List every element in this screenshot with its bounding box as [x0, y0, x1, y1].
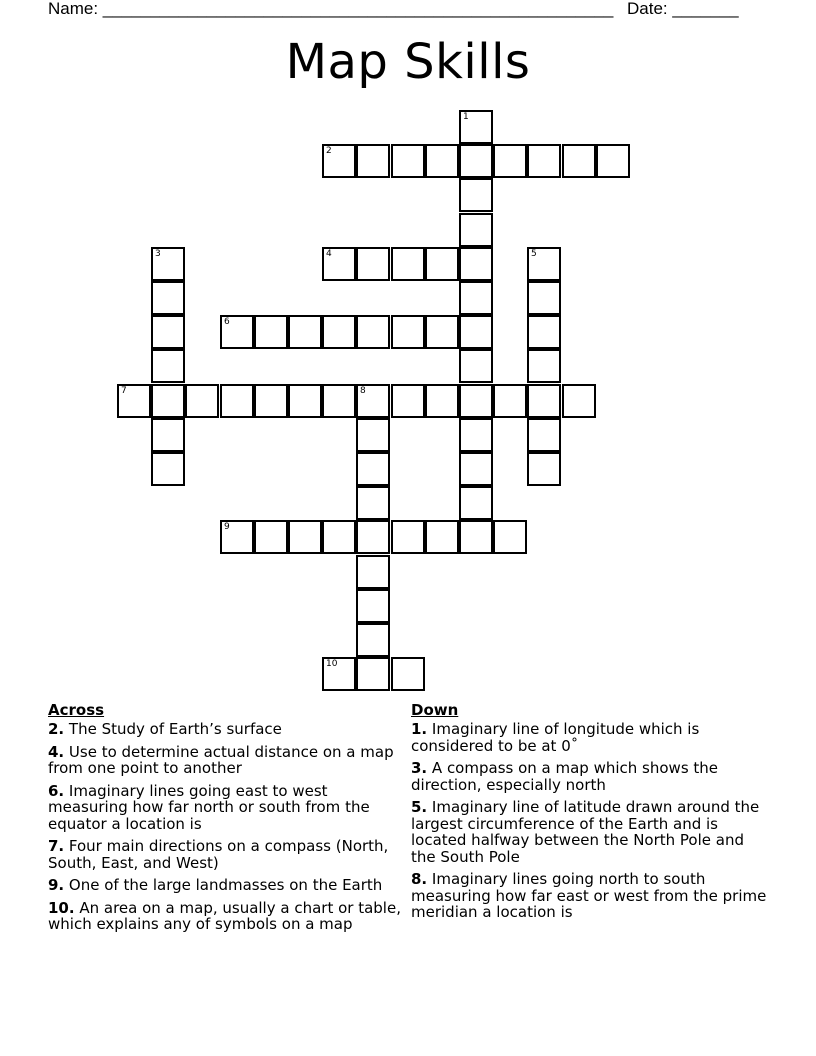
grid-cell[interactable]: [322, 384, 356, 418]
grid-cell[interactable]: [151, 384, 185, 418]
cell-number: 2: [326, 146, 332, 156]
clue-text: One of the large landmasses on the Earth: [64, 876, 383, 894]
page-title: Map Skills: [285, 34, 531, 90]
clue-number: 5.: [411, 798, 428, 816]
grid-cell[interactable]: [151, 247, 185, 281]
grid-cell[interactable]: [459, 384, 493, 418]
clue-text: Four main directions on a compass (North, South, East, and West): [48, 837, 389, 872]
grid-cell[interactable]: [356, 247, 390, 281]
grid-cell[interactable]: [493, 384, 527, 418]
grid-cell[interactable]: [459, 315, 493, 349]
grid-cell[interactable]: [391, 520, 425, 554]
grid-cell[interactable]: [356, 486, 390, 520]
cell-number: 9: [224, 522, 230, 532]
grid-cell[interactable]: [459, 520, 493, 554]
grid-cell[interactable]: [220, 384, 254, 418]
grid-cell[interactable]: [459, 110, 493, 144]
grid-cell[interactable]: [151, 281, 185, 315]
grid-cell[interactable]: [356, 589, 390, 623]
grid-cell[interactable]: [288, 315, 322, 349]
grid-cell[interactable]: [459, 349, 493, 383]
grid-cell[interactable]: [425, 384, 459, 418]
grid-cell[interactable]: [220, 520, 254, 554]
grid-cell[interactable]: [459, 281, 493, 315]
down-heading: Down: [411, 701, 459, 719]
grid-cell[interactable]: [425, 520, 459, 554]
grid-cell[interactable]: [288, 520, 322, 554]
grid-cell[interactable]: [356, 555, 390, 589]
grid-cell[interactable]: [391, 315, 425, 349]
grid-cell[interactable]: [596, 144, 630, 178]
clue-number: 3.: [411, 759, 428, 777]
down-clue: [411, 760, 771, 793]
grid-cell[interactable]: [322, 520, 356, 554]
clue-text: The Study of Earth’s surface: [64, 720, 282, 738]
down-clues: [411, 700, 771, 927]
grid-cell[interactable]: [151, 315, 185, 349]
grid-cell[interactable]: [527, 247, 561, 281]
grid-cell[interactable]: [356, 520, 390, 554]
date-line[interactable]: Date: _______: [627, 0, 739, 18]
grid-cell[interactable]: [151, 349, 185, 383]
clue-text: Imaginary lines going north to south measuring how far east or west from the prime meridian a location is: [411, 870, 767, 921]
grid-cell[interactable]: [185, 384, 219, 418]
cell-number: 5: [531, 249, 537, 259]
clue-text: Imaginary line of longitude which is considered to be at 0˚: [411, 720, 700, 755]
grid-cell[interactable]: [493, 520, 527, 554]
grid-cell[interactable]: [254, 315, 288, 349]
grid-cell[interactable]: [493, 144, 527, 178]
cell-number: 10: [326, 659, 338, 669]
across-clues: [48, 700, 408, 939]
grid-cell[interactable]: [356, 452, 390, 486]
grid-cell[interactable]: [425, 315, 459, 349]
grid-cell[interactable]: [391, 657, 425, 691]
clue-number: 9.: [48, 876, 65, 894]
across-clue: [48, 900, 408, 933]
clue-text: Use to determine actual distance on a map from one point to another: [48, 742, 394, 777]
across-clue: [48, 877, 408, 894]
clue-number: 10.: [48, 898, 75, 917]
grid-cell[interactable]: [356, 418, 390, 452]
clue-text: Imaginary lines going east to west measuring how far north or south from the equator a location is: [48, 781, 370, 833]
grid-cell[interactable]: [322, 144, 356, 178]
grid-cell[interactable]: [459, 144, 493, 178]
grid-cell[interactable]: [527, 418, 561, 452]
clue-number: 8.: [411, 870, 428, 888]
clue-number: 7.: [48, 837, 65, 855]
grid-cell[interactable]: [356, 657, 390, 691]
cell-number: 6: [224, 317, 230, 327]
grid-cell[interactable]: [254, 384, 288, 418]
grid-cell[interactable]: [117, 384, 151, 418]
grid-cell[interactable]: [391, 144, 425, 178]
grid-cell[interactable]: [356, 144, 390, 178]
clue-text: Imaginary line of latitude drawn around the largest circumference of the Earth and is located halfway between the North Pole and the South Pole: [411, 798, 760, 866]
grid-cell[interactable]: [459, 213, 493, 247]
grid-cell[interactable]: [459, 247, 493, 281]
cell-number: 1: [463, 112, 469, 122]
grid-cell[interactable]: [391, 247, 425, 281]
cell-number: 7: [121, 386, 127, 396]
clue-number: 4.: [48, 742, 65, 761]
grid-cell[interactable]: [425, 247, 459, 281]
across-clue: [48, 721, 408, 738]
grid-cell[interactable]: [356, 384, 390, 418]
grid-cell[interactable]: [562, 384, 596, 418]
cell-number: 3: [155, 249, 161, 259]
grid-cell[interactable]: [288, 384, 322, 418]
grid-cell[interactable]: [459, 418, 493, 452]
across-heading: Across: [48, 701, 105, 719]
grid-cell[interactable]: [527, 384, 561, 418]
name-line[interactable]: Name: ______________________________________________________: [48, 0, 614, 18]
grid-cell[interactable]: [459, 178, 493, 212]
worksheet-header: [0, 0, 816, 22]
grid-cell[interactable]: [322, 247, 356, 281]
grid-cell[interactable]: [322, 315, 356, 349]
clue-number: 6.: [48, 781, 65, 800]
grid-cell[interactable]: [527, 349, 561, 383]
clue-number: 2.: [48, 720, 65, 738]
grid-cell[interactable]: [254, 520, 288, 554]
grid-cell[interactable]: [527, 315, 561, 349]
grid-cell[interactable]: [322, 657, 356, 691]
grid-cell[interactable]: [459, 452, 493, 486]
grid-cell[interactable]: [527, 281, 561, 315]
grid-cell[interactable]: [151, 418, 185, 452]
across-clue: [48, 783, 408, 833]
grid-cell[interactable]: [151, 452, 185, 486]
cell-number: 4: [326, 249, 332, 259]
clue-text: An area on a map, usually a chart or table, which explains any of symbols on a map: [48, 898, 401, 933]
down-clue: [411, 799, 771, 865]
grid-cell[interactable]: [562, 144, 596, 178]
grid-cell[interactable]: [356, 623, 390, 657]
grid-cell[interactable]: [527, 144, 561, 178]
grid-cell[interactable]: [391, 384, 425, 418]
grid-cell[interactable]: [527, 452, 561, 486]
cell-number: 8: [360, 386, 366, 396]
clue-text: A compass on a map which shows the direction, especially north: [411, 759, 719, 794]
across-clue: [48, 744, 408, 777]
across-clue: [48, 838, 408, 871]
grid-cell[interactable]: [459, 486, 493, 520]
clue-number: 1.: [411, 720, 428, 738]
grid-cell[interactable]: [356, 315, 390, 349]
down-clue: [411, 721, 771, 754]
grid-cell[interactable]: [220, 315, 254, 349]
grid-cell[interactable]: [425, 144, 459, 178]
down-clue: [411, 871, 771, 921]
